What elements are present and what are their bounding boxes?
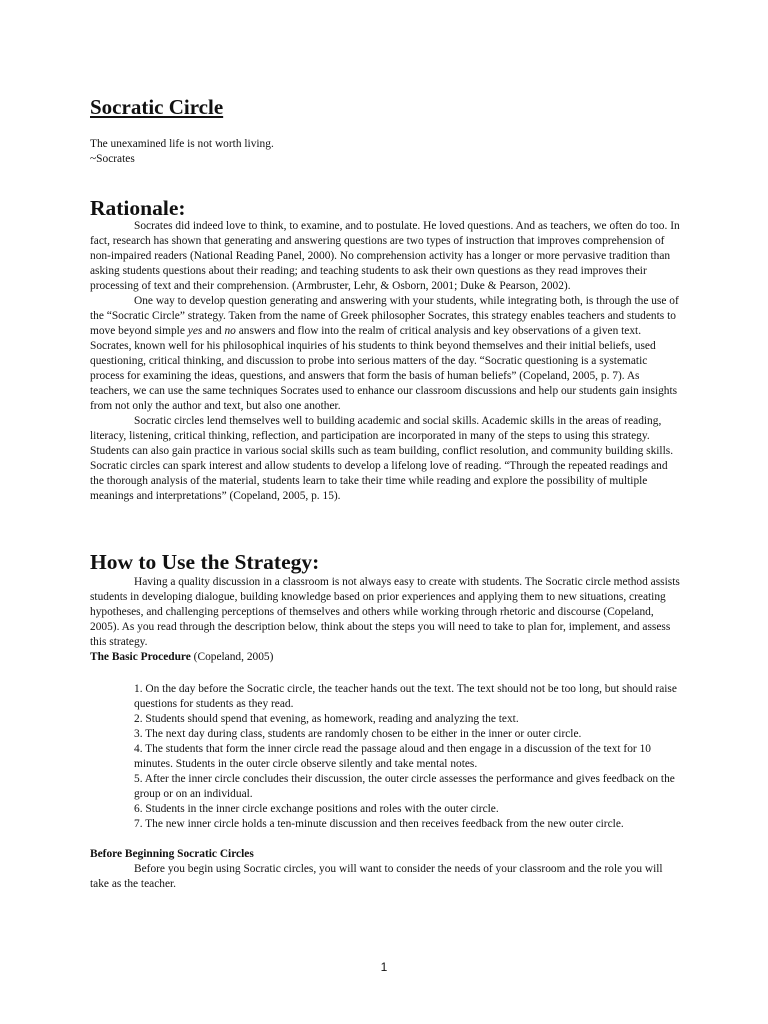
- procedure-step: 1. On the day before the Socratic circle, the teacher hands out the text. The text should not be too long, but should raise questions for students as they read.: [134, 683, 677, 710]
- procedure-heading: [90, 650, 680, 665]
- procedure-step: 7. The new inner circle holds a ten-minute discussion and then receives feedback from the new outer circle.: [134, 818, 624, 830]
- before-beginning-paragraph: Before you begin using Socratic circles, you will want to consider the needs of your classroom and the role you will take as the teacher.: [90, 863, 663, 890]
- rationale-p2-no: no: [224, 325, 236, 337]
- rationale-paragraph-2: [90, 294, 680, 414]
- rationale-heading: Rationale:: [90, 196, 186, 220]
- rationale-p2-text-a: One way to develop question generating and answering with your students, while integrating both, is through the use of the “Socratic Circle” strategy. Taken from the name of Greek philosopher Socrates, this strategy enables teachers and students to move beyond simple: [90, 295, 679, 337]
- page-number: 1: [380, 960, 388, 974]
- rationale-p2-text-c: answers and flow into the realm of critical analysis and key observations of a given text. Socrates, known well for his philosophical inquiries of his students to think beyond themselves and their initial beliefs, used questioning, critical thinking, and discussion to probe into serious matters of the day. “Socratic questioning is a systematic process for examining the ideas, questions, and answers that form the basis of human beliefs” (Copeland, 2005, p. 7). As teachers, we can use the same techniques Socrates used to enhance our classroom discussions and help our students gain insights from not only the author and text, but also one another.: [90, 325, 678, 412]
- how-to-paragraph: Having a quality discussion in a classroom is not always easy to create with students. The Socratic circle method assists students in developing dialogue, building knowledge based on prior experiences and applying them to new situations, creating hypotheses, and challenging perceptions of themselves and others while working through rhetoric and discourse (Copeland, 2005). As you read through the description below, think about the steps you will need to take to plan for, implement, and assess this strategy.: [90, 576, 680, 648]
- rationale-p2-yes: yes: [187, 325, 203, 337]
- how-to-section: [90, 575, 680, 665]
- rationale-paragraph-1: Socrates did indeed love to think, to examine, and to postulate. He loved questions. And as teachers, we often do too. In fact, research has shown that generating and answering questions are two types of instruction that improves comprehension of non-impaired readers (National Reading Panel, 2000). No comprehension activity has a longer or more pervasive tradition than asking students questions about their reading; and teaching students to ask their own questions as they read improves their processing of text and their comprehension. (Armbruster, Lehr, & Osborn, 2001; Duke & Pearson, 2002).: [90, 220, 680, 292]
- procedure-step: 5. After the inner circle concludes their discussion, the outer circle assesses the performance and gives feedback on the group or on an individual.: [134, 773, 675, 800]
- procedure-citation: (Copeland, 2005): [190, 651, 274, 663]
- document-title: Socratic Circle: [90, 95, 224, 119]
- quote-text: The unexamined life is not worth living.: [90, 138, 274, 150]
- procedure-step: 4. The students that form the inner circle read the passage aloud and then engage in a discussion of the text for 10 minutes. Students in the outer circle observe silently and take mental notes.: [134, 743, 651, 770]
- procedure-title: The Basic Procedure: [90, 651, 191, 663]
- before-beginning-section: [90, 862, 680, 892]
- rationale-p2-text-b: and: [202, 325, 225, 337]
- how-to-heading: How to Use the Strategy:: [90, 550, 320, 574]
- procedure-step: 6. Students in the inner circle exchange positions and roles with the outer circle.: [134, 803, 499, 815]
- rationale-section: [90, 219, 680, 504]
- procedure-step: 2. Students should spend that evening, as homework, reading and analyzing the text.: [134, 713, 519, 725]
- quote-attribution: ~Socrates: [90, 153, 135, 165]
- epigraph: [90, 137, 274, 167]
- rationale-paragraph-3: Socratic circles lend themselves well to building academic and social skills. Academic skills in the areas of reading, literacy, listening, critical thinking, reflection, and participation are incorporated in many of the steps to using this strategy. Students can also gain practice in various social skills such as team building, conflict resolution, and community building skills. Socratic circles can spark interest and allow students to develop a lifelong love of reading. “Through the repeated readings and the thorough analysis of the material, students learn to take their time while reading and explore the possibility of multiple meanings and interpretations” (Copeland, 2005, p. 15).: [90, 415, 674, 502]
- procedure-steps: [134, 682, 680, 832]
- procedure-step: 3. The next day during class, students are randomly chosen to be either in the inner or outer circle.: [134, 728, 582, 740]
- before-beginning-heading: Before Beginning Socratic Circles: [90, 848, 254, 860]
